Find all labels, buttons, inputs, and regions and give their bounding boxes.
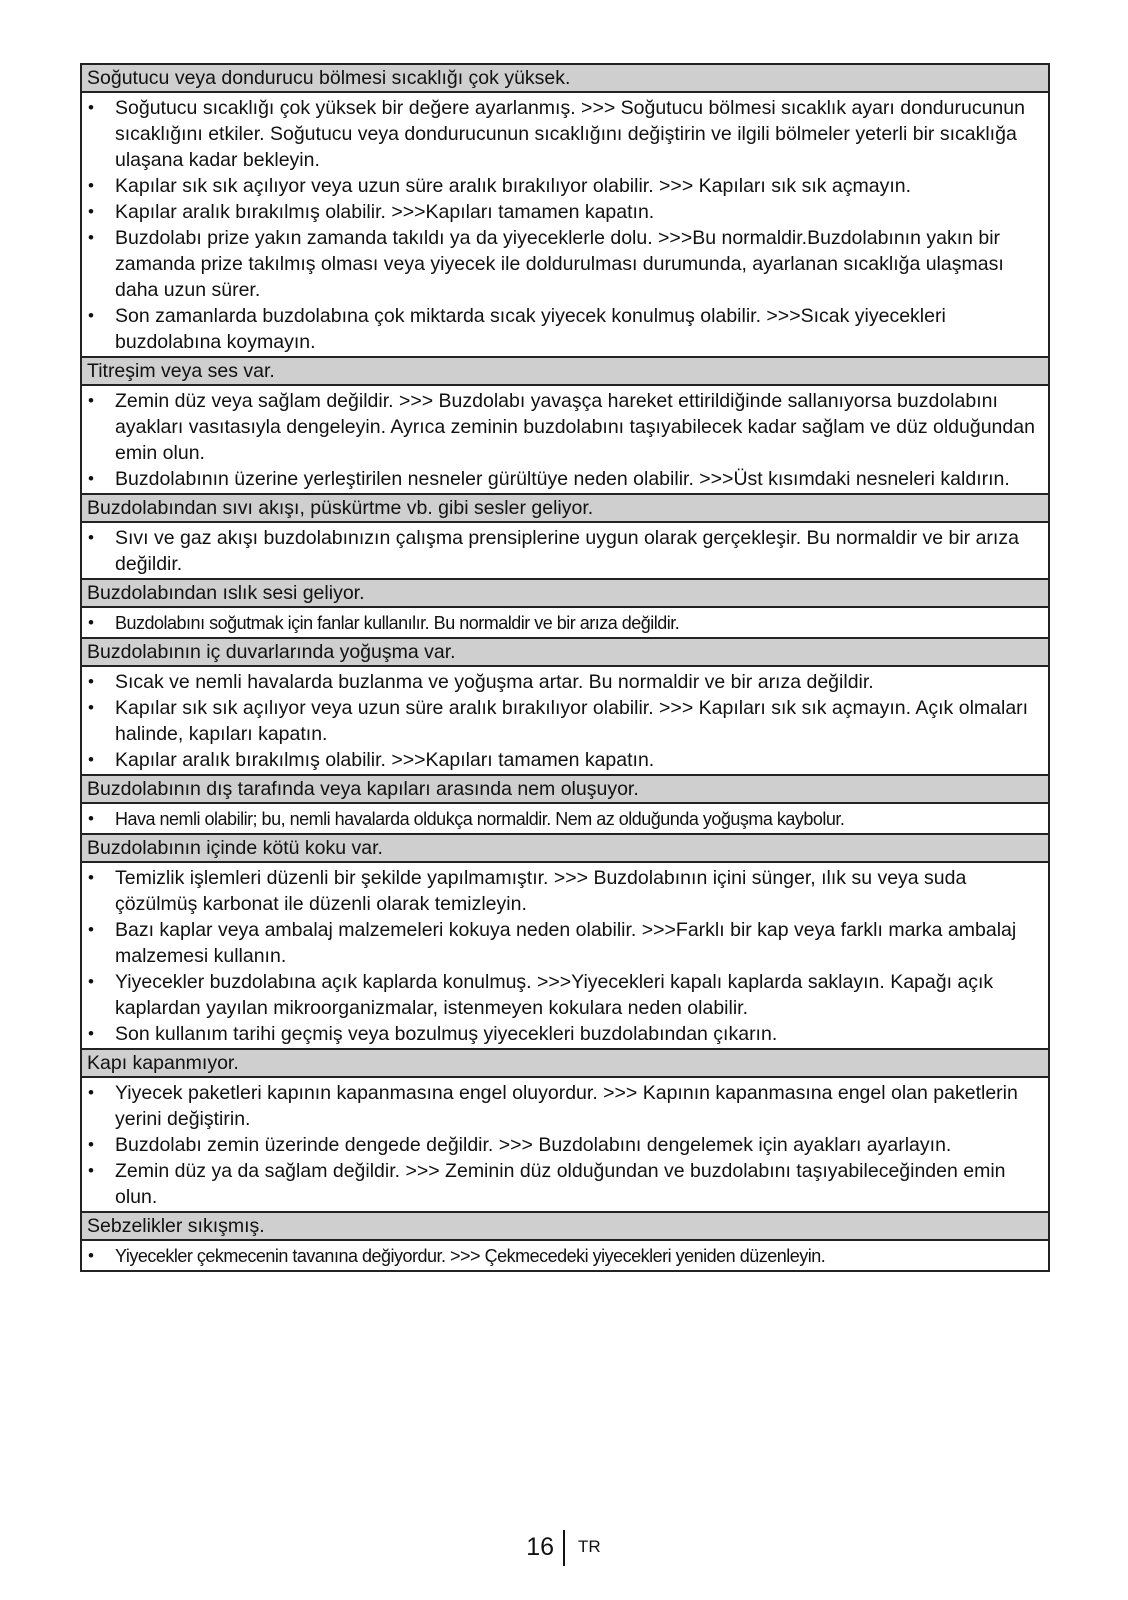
list-item-text: Buzdolabının üzerine yerleştirilen nesneler gürültüye neden olabilir. >>>Üst kısımdaki nesneleri kaldırın. [115,468,1010,490]
list-item [82,610,1048,636]
bullet-icon: • [88,613,94,632]
bullet-icon: • [88,391,94,410]
section-header: Buzdolabından sıvı akışı, püskürtme vb. gibi sesler geliyor. [82,495,1048,523]
list-item [82,1243,1048,1269]
list-item-text: Zemin düz veya sağlam değildir. >>> Buzdolabı yavaşça hareket ettirildiğinde sallanıyorsa buzdolabını ayakları vasıtasıyla dengeleyin. Ayrıca zeminin buzdolabını taşıyabilecek kadar sağlam ve düz olduğundan emin olun. [115,390,1035,464]
list-item [82,969,1048,1021]
list-item-text: Son kullanım tarihi geçmiş veya bozulmuş yiyecekleri buzdolabından çıkarın. [115,1023,778,1045]
section-body [82,1078,1048,1213]
list-item [82,1021,1048,1047]
list-item-text: Son zamanlarda buzdolabına çok miktarda sıcak yiyecek konulmuş olabilir. >>>Sıcak yiyecekleri buzdolabına koymayın. [115,305,946,353]
list-item-text: Kapılar aralık bırakılmış olabilir. >>>Kapıları tamamen kapatın. [115,201,655,223]
section-header: Sebzelikler sıkışmış. [82,1213,1048,1241]
section-header: Soğutucu veya dondurucu bölmesi sıcaklığı çok yüksek. [82,65,1048,93]
section-header: Titreşim veya ses var. [82,358,1048,386]
list-item [82,747,1048,773]
bullet-icon: • [88,98,94,117]
bullet-icon: • [88,868,94,887]
list-item-text: Yiyecek paketleri kapının kapanmasına engel oluyordur. >>> Kapının kapanmasına engel olan paketlerin yerini değiştirin. [115,1082,1018,1130]
section-body [82,93,1048,358]
bullet-icon: • [88,469,94,488]
bullet-icon: • [88,698,94,717]
list-item-text: Yiyecekler çekmecenin tavanına değiyordur. >>> Çekmecedeki yiyecekleri yeniden düzenleyin. [115,1246,826,1266]
bullet-icon: • [88,920,94,939]
list-item [82,917,1048,969]
list-item [82,95,1048,173]
section-body [82,1241,1048,1272]
bullet-icon: • [88,1083,94,1102]
footer-divider [563,1530,565,1566]
list-item-text: Soğutucu sıcaklığı çok yüksek bir değere ayarlanmış. >>> Soğutucu bölmesi sıcaklık ayarı dondurucunun sıcaklığını etkiler. Soğutucu veya dondurucunun sıcaklığını değiştirin ve ilgili bölmeler yeterli bir sıcaklığa ulaşana kadar bekleyin. [115,97,1025,171]
list-item-text: Kapılar sık sık açılıyor veya uzun süre aralık bırakılıyor olabilir. >>> Kapıları sık sık açmayın. [115,175,912,197]
list-item [82,695,1048,747]
bullet-icon: • [88,306,94,325]
bullet-icon: • [88,202,94,221]
bullet-icon: • [88,750,94,769]
bullet-icon: • [88,672,94,691]
list-item-text: Zemin düz ya da sağlam değildir. >>> Zeminin düz olduğundan ve buzdolabını taşıyabileceğinden emin olun. [115,1160,1006,1208]
bullet-icon: • [88,972,94,991]
bullet-icon: • [88,809,94,828]
list-item-text: Buzdolabı zemin üzerinde dengede değildir. >>> Buzdolabını dengelemek için ayakları ayarlayın. [115,1134,952,1156]
list-item [82,525,1048,577]
list-item-text: Sıcak ve nemli havalarda buzlanma ve yoğuşma artar. Bu normaldir ve bir arıza değildir. [115,671,874,693]
list-item [82,199,1048,225]
section-body [82,804,1048,835]
list-item-text: Yiyecekler buzdolabına açık kaplarda konulmuş. >>>Yiyecekleri kapalı kaplarda saklayın. Kapağı açık kaplardan yayılan mikroorganizmalar, istenmeyen kokulara neden olabilir. [115,971,994,1019]
section-body [82,667,1048,776]
bullet-icon: • [88,1161,94,1180]
list-item [82,173,1048,199]
bullet-icon: • [88,228,94,247]
list-item [82,466,1048,492]
list-item-text: Kapılar sık sık açılıyor veya uzun süre aralık bırakılıyor olabilir. >>> Kapıları sık sık açmayın. Açık olmaları halinde, kapıları kapatın. [115,697,1029,745]
section-header: Buzdolabından ıslık sesi geliyor. [82,580,1048,608]
section-header: Kapı kapanmıyor. [82,1050,1048,1078]
list-item-text: Hava nemli olabilir; bu, nemli havalarda oldukça normaldir. Nem az olduğunda yoğuşma kaybolur. [115,809,845,829]
list-item-text: Temizlik işlemleri düzenli bir şekilde yapılmamıştır. >>> Buzdolabının içini sünger, ılık su veya suda çözülmüş karbonat ile düzenli olarak temizleyin. [115,867,967,915]
list-item [82,865,1048,917]
bullet-icon: • [88,176,94,195]
list-item [82,388,1048,466]
bullet-icon: • [88,1135,94,1154]
list-item-text: Sıvı ve gaz akışı buzdolabınızın çalışma prensiplerine uygun olarak gerçekleşir. Bu normaldir ve bir arıza değildir. [115,527,1019,575]
troubleshooting-table [80,63,1050,1272]
section-body [82,608,1048,639]
list-item [82,1080,1048,1132]
section-header: Buzdolabının iç duvarlarında yoğuşma var. [82,639,1048,667]
list-item-text: Kapılar aralık bırakılmış olabilir. >>>Kapıları tamamen kapatın. [115,749,655,771]
list-item [82,1158,1048,1210]
section-body [82,863,1048,1050]
section-body [82,386,1048,495]
language-code: TR [578,1537,601,1556]
bullet-icon: • [88,528,94,547]
list-item [82,225,1048,303]
page-footer [0,1530,1128,1570]
list-item [82,806,1048,832]
list-item-text: Buzdolabını soğutmak için fanlar kullanılır. Bu normaldir ve bir arıza değildir. [115,613,680,633]
list-item [82,669,1048,695]
bullet-icon: • [88,1246,94,1265]
bullet-icon: • [88,1024,94,1043]
list-item-text: Buzdolabı prize yakın zamanda takıldı ya da yiyeceklerle dolu. >>>Bu normaldir.Buzdolabının yakın bir zamanda prize takılmış olması veya yiyecek ile doldurulması durumunda, ayarlanan sıcaklığa ulaşması daha uzun sürer. [115,227,1004,301]
section-body [82,523,1048,580]
list-item [82,303,1048,355]
section-header: Buzdolabının içinde kötü koku var. [82,835,1048,863]
list-item-text: Bazı kaplar veya ambalaj malzemeleri kokuya neden olabilir. >>>Farklı bir kap veya farklı marka ambalaj malzemesi kullanın. [115,919,1017,967]
list-item [82,1132,1048,1158]
page-number: 16 [526,1533,554,1561]
section-header: Buzdolabının dış tarafında veya kapıları arasında nem oluşuyor. [82,776,1048,804]
